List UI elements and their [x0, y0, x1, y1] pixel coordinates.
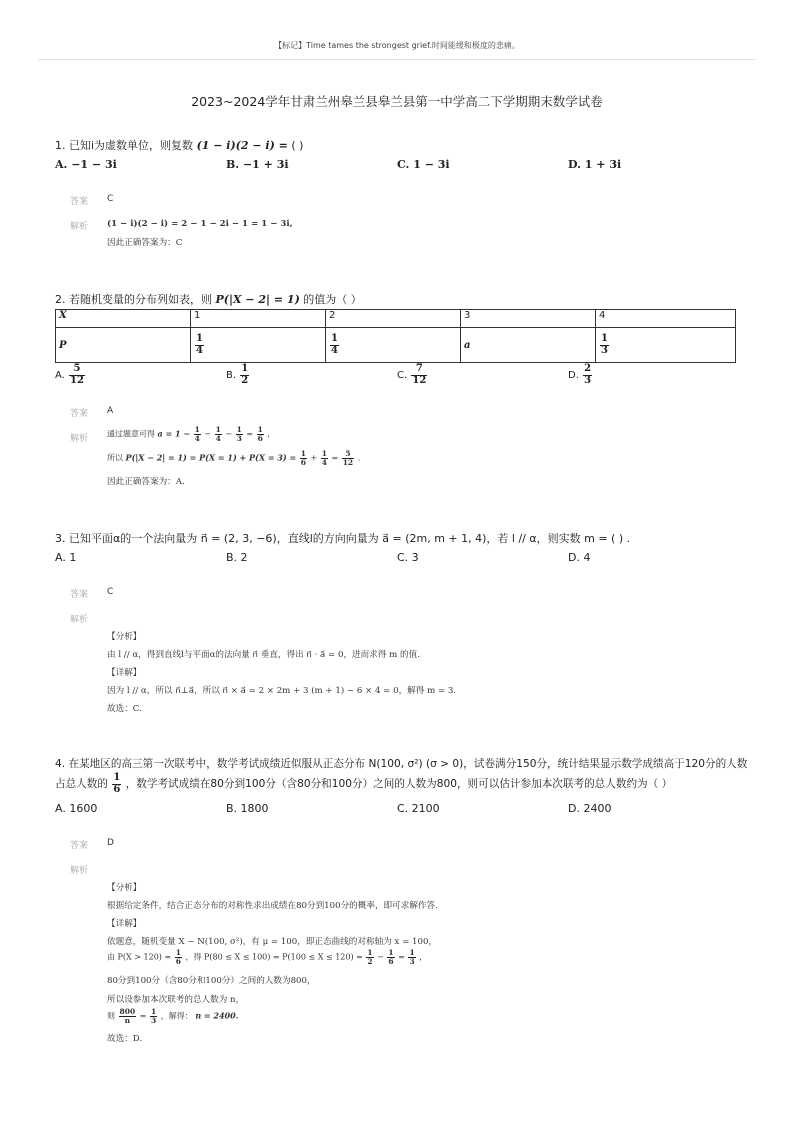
- q3-option-b: B. 2: [226, 551, 248, 564]
- q4-analysis-line7: 故选：D.: [107, 1034, 143, 1044]
- page-title: 2023~2024学年甘肃兰州皋兰县皋兰县第一中学高二下学期期末数学试卷: [191, 94, 603, 109]
- q4-analysis-line3: 由 P(X > 120) = $\frac{1}{6}$ ，得 P(80 ≤ X ≤ 100) = P(100 ≤ X ≤ 120) = $\frac{1}{2}$ − $\frac{1}{6}$ = $\frac{1}{3}$ ，: [107, 948, 428, 966]
- q4-analysis-line2: 依题意，随机变量 X ~ N(100, σ²)，有 μ = 100，即正态曲线的对称轴为 x = 100，: [107, 937, 438, 947]
- q1-answer-label: 答案: [70, 197, 89, 207]
- q2-analysis-label: 解析: [70, 434, 89, 444]
- q4-analysis-line1: 根据给定条件，结合正态分布的对称性求出成绩在80分到100分的概率，即可求解作答.: [107, 901, 438, 911]
- q4-analysis-tag-xiangjie: 【详解】: [107, 919, 142, 929]
- q3-option-d: D. 4: [568, 551, 591, 564]
- table-cell: a: [461, 328, 596, 363]
- table-cell: [326, 328, 461, 363]
- q3-analysis-line3: 故选：C.: [107, 704, 142, 714]
- q2-answer-label: 答案: [70, 409, 89, 419]
- table-header-cell: 4: [596, 310, 736, 328]
- q1-stem-expr: (1 − i)(2 − i) =: [196, 139, 288, 152]
- q4-option-d: D. 2400: [568, 802, 612, 815]
- table-row: [56, 328, 736, 363]
- q3-analysis-line1: 由 l // α，得到直线l与平面α的法向量 n⃗ 垂直，得出 n⃗ · a⃗ = 0，进而求得 m 的值.: [107, 650, 420, 660]
- q3-stem: 3. 已知平面α的一个法向量为 n⃗ = (2, 3, −6)，直线l的方向向量为 a⃗ = (2m, m + 1, 4)，若 l // α，则实数 m = ( ) .: [55, 532, 631, 545]
- q1-analysis-label: 解析: [70, 222, 89, 232]
- q2-analysis-line3: 因此正确答案为：A.: [107, 477, 185, 487]
- q2-option-d: D. $\frac{2}{3}$: [568, 363, 592, 386]
- q2-option-b: B. $\frac{1}{2}$: [226, 363, 249, 386]
- q1-option-d: D. 1 + 3i: [568, 158, 622, 171]
- q3-option-a: A. 1: [55, 551, 77, 564]
- q4-analysis-line5: 所以设参加本次联考的总人数为 n，: [107, 995, 245, 1005]
- q4-option-a: A. 1600: [55, 802, 98, 815]
- q4-option-b: B. 1800: [226, 802, 269, 815]
- q2-answer: A: [107, 406, 114, 416]
- q2-option-c: C. $\frac{7}{12}$: [397, 363, 427, 386]
- q4-analysis-line4: 80分到100分（含80分和100分）之间的人数为800，: [107, 976, 316, 986]
- q3-answer-label: 答案: [70, 590, 89, 600]
- q1-analysis-line2: 因此正确答案为：C: [107, 238, 183, 248]
- table-row-label: P: [56, 328, 191, 363]
- q3-analysis-tag-xiangjie: 【详解】: [107, 668, 142, 678]
- q2-stem-expr: P(|X − 2| = 1): [215, 293, 300, 306]
- table-header-cell: 3: [461, 310, 596, 328]
- table-cell: [596, 328, 736, 363]
- q1-stem-text: 1. 已知i为虚数单位，则复数: [55, 139, 194, 152]
- q2-analysis-line1: 通过题意可得 a = 1 − $\frac{1}{4}$ − $\frac{1}{4}$ − $\frac{1}{3}$ = $\frac{1}{6}$ ,: [107, 425, 270, 443]
- q3-answer: C: [107, 587, 114, 597]
- fraction: $\frac{1}{4}$: [196, 333, 203, 356]
- q2-stem: [55, 291, 362, 307]
- table-row: [56, 310, 736, 328]
- q1-option-b: B. −1 + 3i: [226, 158, 289, 171]
- q2-stem-text: 2. 若随机变量的分布列如表，则: [55, 293, 212, 306]
- q2-option-a: A. $\frac{5}{12}$: [55, 363, 84, 386]
- distribution-table: [55, 309, 736, 363]
- q1-option-c: C. 1 − 3i: [397, 158, 450, 171]
- q3-analysis-tag-fenxi: 【分析】: [107, 632, 142, 642]
- q4-answer: D: [107, 838, 114, 848]
- q3-analysis-label: 解析: [70, 615, 89, 625]
- q1-stem: [55, 137, 303, 153]
- q4-stem-line2: 占总人数的 $\frac{1}{6}$ ，数学考试成绩在80分到100分（含80分和100分）之间的人数为800，则可以估计参加本次联考的总人数约为（ ）: [55, 772, 673, 795]
- table-cell: [191, 328, 326, 363]
- q4-analysis-line6: 则 $\frac{800}{n}$ = $\frac{1}{3}$ ，解得： n = 2400.: [107, 1007, 239, 1025]
- table-header-x: X: [56, 310, 191, 328]
- header-note: 【标记】Time tames the strongest grief.时间能缓和极度的悲痛。: [274, 41, 520, 50]
- table-header-cell: 1: [191, 310, 326, 328]
- fraction: $\frac{1}{4}$: [331, 333, 338, 356]
- q3-option-c: C. 3: [397, 551, 419, 564]
- q1-analysis-line1: (1 − i)(2 − i) = 2 − 1 − 2i − 1 = 1 − 3i,: [107, 219, 293, 229]
- q1-stem-blank: ( ): [291, 139, 304, 152]
- q4-option-c: C. 2100: [397, 802, 440, 815]
- q4-answer-label: 答案: [70, 841, 89, 851]
- q3-analysis-line2: 因为 l // α，所以 n⃗⊥a⃗，所以 n⃗ × a⃗ = 2 × 2m + 3 (m + 1) − 6 × 4 = 0，解得 m = 3.: [107, 686, 457, 696]
- fraction: $\frac{1}{3}$: [601, 333, 608, 356]
- q4-stem-line1: 4. 在某地区的高三第一次联考中，数学考试成绩近似服从正态分布 N(100, σ²) (σ > 0)，试卷满分150分，统计结果显示数学成绩高于120分的人数: [55, 758, 748, 770]
- q1-answer: C: [107, 194, 114, 204]
- q4-analysis-label: 解析: [70, 866, 89, 876]
- q1-option-a: A. −1 − 3i: [55, 158, 117, 171]
- q4-analysis-tag-fenxi: 【分析】: [107, 883, 142, 893]
- header-divider: [38, 59, 756, 60]
- q2-analysis-line2: 所以 P(|X − 2| = 1) = P(X = 1) + P(X = 3) = $\frac{1}{6}$ + $\frac{1}{4}$ = $\frac{5}{12}$ .: [107, 449, 361, 467]
- table-header-cell: 2: [326, 310, 461, 328]
- q2-stem-blank: 的值为（ ）: [303, 293, 362, 306]
